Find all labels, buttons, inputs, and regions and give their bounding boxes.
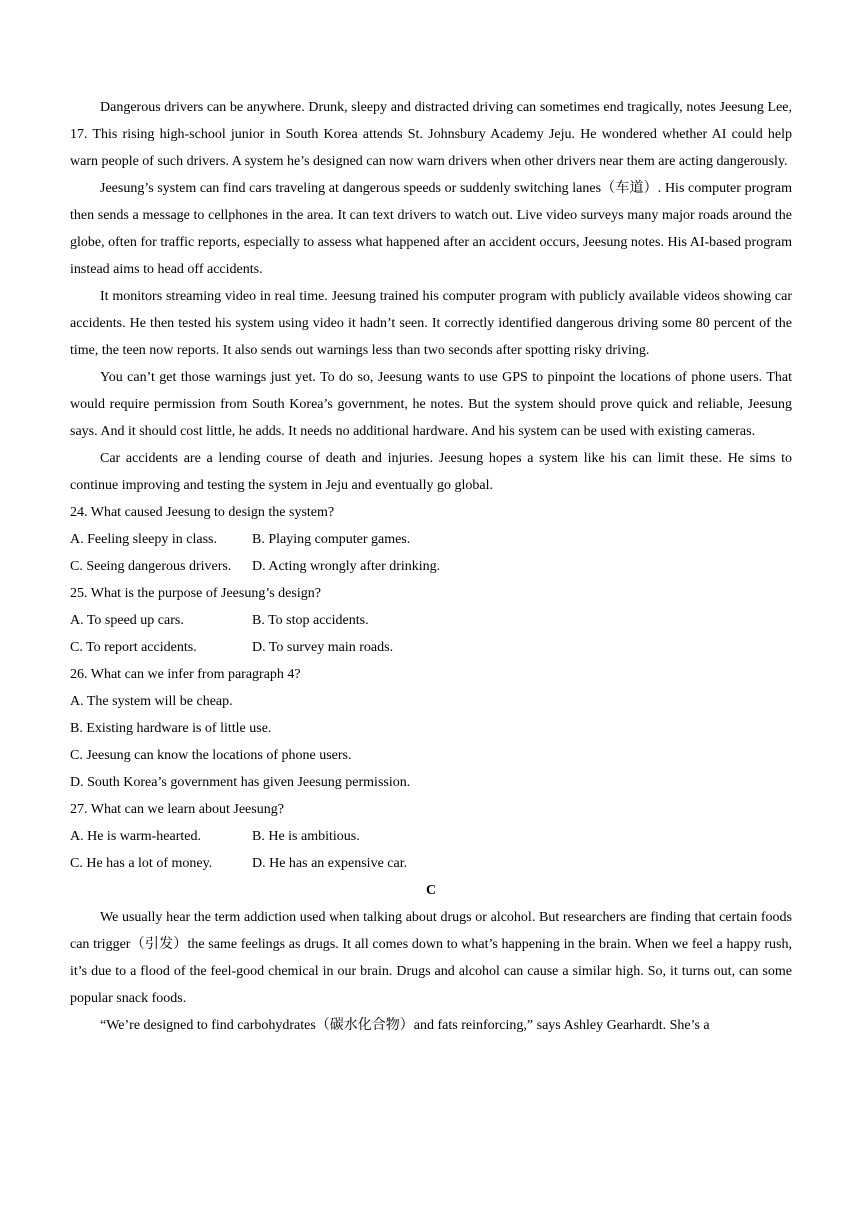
question-27-option-b: B. He is ambitious. [252, 829, 360, 844]
question-25-option-d: D. To survey main roads. [252, 640, 394, 655]
question-27-option-d: D. He has an expensive car. [252, 856, 408, 871]
question-25-option-a: A. To speed up cars. [70, 613, 184, 628]
question-24-option-c: C. Seeing dangerous drivers. [70, 559, 232, 574]
passage-b-paragraph-1: Dangerous drivers can be anywhere. Drunk, sleepy and distracted driving can sometimes end tragically, notes Jeesung Lee, 17. This rising high-school junior in South Korea attends St. Johnsbury Academy Jeju. He wondered whether AI could help warn people of such drivers. A system he’s designed can now warn drivers when other drivers near them are acting dangerously. [70, 100, 792, 169]
question-27-options-row-2 [70, 850, 792, 877]
passage-b-paragraph-2: Jeesung’s system can find cars traveling at dangerous speeds or suddenly switching lanes（车道）. His computer program then sends a message to cellphones in the area. It can text drivers to watch out. Live video surveys many major roads around the globe, often for traffic reports, especially to assess what happened after an accident occurs, Jeesung notes. His AI-based program instead aims to head off accidents. [70, 181, 792, 277]
question-26-option-c: C. Jeesung can know the locations of phone users. [70, 748, 352, 763]
question-25-option-b: B. To stop accidents. [252, 613, 369, 628]
question-27-option-c: C. He has a lot of money. [70, 856, 213, 871]
passage-b [70, 94, 792, 499]
question-24 [70, 499, 792, 580]
question-25-options-row-1 [70, 607, 792, 634]
question-27-stem: 27. What can we learn about Jeesung? [70, 802, 284, 817]
question-24-options-row-2 [70, 553, 792, 580]
passage-c-paragraph-2: “We’re designed to find carbohydrates（碳水化合物）and fats reinforcing,” says Ashley Gearhardt. She’s a [100, 1018, 710, 1033]
question-24-options-row-1 [70, 526, 792, 553]
question-25-options-row-2 [70, 634, 792, 661]
question-27-option-a: A. He is warm-hearted. [70, 829, 202, 844]
question-26-stem: 26. What can we infer from paragraph 4? [70, 667, 301, 682]
question-26-option-b: B. Existing hardware is of little use. [70, 721, 272, 736]
question-25-option-c: C. To report accidents. [70, 640, 197, 655]
question-24-option-d: D. Acting wrongly after drinking. [252, 559, 441, 574]
question-26-option-a: A. The system will be cheap. [70, 694, 233, 709]
question-24-option-a: A. Feeling sleepy in class. [70, 532, 217, 547]
question-24-stem: 24. What caused Jeesung to design the system? [70, 505, 335, 520]
passage-b-paragraph-5: Car accidents are a lending course of death and injuries. Jeesung hopes a system like his can limit these. He sims to continue improving and testing the system in Jeju and eventually go global. [70, 451, 792, 493]
question-27-options-row-1 [70, 823, 792, 850]
document-page [70, 94, 792, 1039]
question-26-option-d: D. South Korea’s government has given Jeesung permission. [70, 775, 411, 790]
passage-b-paragraph-3: It monitors streaming video in real time. Jeesung trained his computer program with publicly available videos showing car accidents. He then tested his system using video it hadn’t seen. It correctly identified dangerous driving some 80 percent of the time, the teen now reports. It also sends out warnings less than two seconds after spotting risky driving. [70, 289, 792, 358]
passage-c [70, 877, 792, 1039]
question-26 [70, 661, 792, 796]
question-25-stem: 25. What is the purpose of Jeesung’s design? [70, 586, 321, 601]
passage-b-paragraph-4: You can’t get those warnings just yet. To do so, Jeesung wants to use GPS to pinpoint the locations of phone users. That would require permission from South Korea’s government, he notes. But the system should prove quick and reliable, Jeesung says. And it should cost little, he adds. It needs no additional hardware. And his system can be used with existing cameras. [70, 370, 792, 439]
question-25 [70, 580, 792, 661]
section-heading-c: C [425, 883, 437, 898]
question-24-option-b: B. Playing computer games. [252, 532, 411, 547]
passage-c-paragraph-1: We usually hear the term addiction used when talking about drugs or alcohol. But researchers are finding that certain foods can trigger（引发）the same feelings as drugs. It all comes down to what’s happening in the brain. When we feel a happy rush, it’s due to a flood of the feel-good chemical in our brain. Drugs and alcohol can cause a similar high. So, it turns out, can some popular snack foods. [70, 910, 792, 1006]
question-27 [70, 796, 792, 877]
